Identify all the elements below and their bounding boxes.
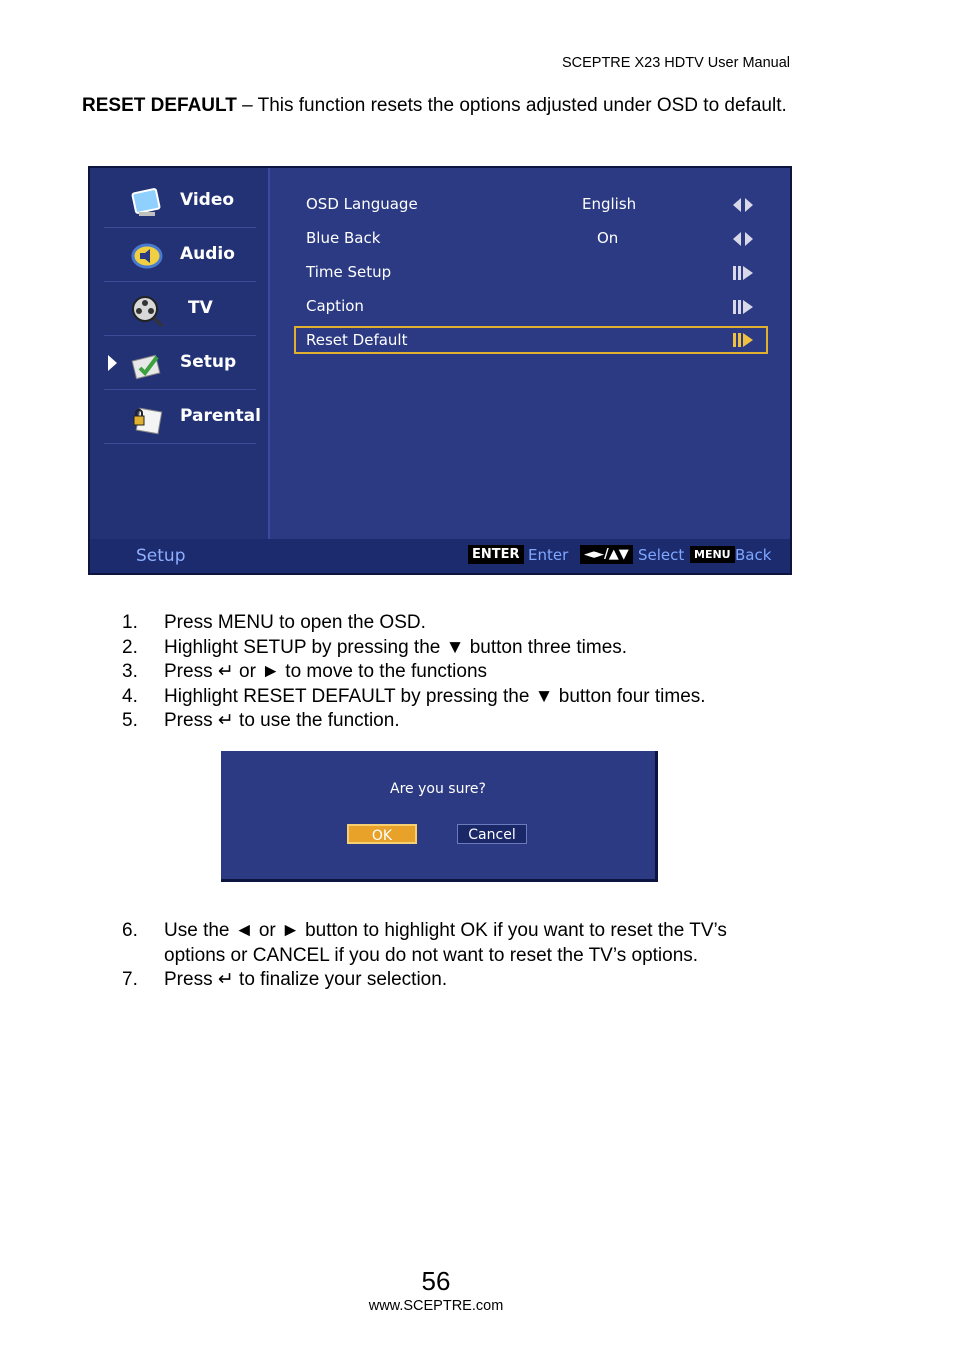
left-right-arrow-icon[interactable] [732, 197, 754, 213]
list-item: 7. Press ↵ to finalize your selection. [122, 969, 448, 990]
osd-row-time-setup[interactable] [306, 260, 766, 286]
nav-item-setup[interactable] [104, 338, 256, 390]
cancel-button[interactable]: Cancel [457, 824, 527, 844]
manual-header: SCEPTRE X23 HDTV User Manual [561, 55, 790, 71]
nav-label: Parental [180, 406, 261, 426]
list-item: 6. Use the ◄ or ► button to highlight OK if you want to reset the TV’s options or CANCEL if you do not want to reset the TV’s options. [122, 920, 727, 966]
list-item: 2. Highlight SETUP by pressing the ▼ button three times. [122, 636, 628, 658]
enter-arrow-icon[interactable] [732, 299, 754, 315]
intro-term: RESET DEFAULT [82, 95, 237, 116]
tv-icon [130, 294, 164, 328]
list-item: 4. Highlight RESET DEFAULT by pressing the ▼ button four times. [122, 685, 706, 707]
nav-label: Audio [180, 244, 235, 264]
osd-footer-title: Setup [136, 546, 186, 566]
page-number: 56 [421, 1266, 451, 1296]
list-item: 1. Press MENU to open the OSD. [122, 612, 426, 633]
select-key-label: Select [638, 546, 685, 564]
nav-label: TV [188, 298, 213, 318]
enter-key-badge: ENTER [468, 545, 524, 564]
nav-item-parental[interactable] [104, 392, 261, 444]
osd-row-caption[interactable] [306, 294, 766, 320]
back-key-label: Back [735, 546, 772, 564]
confirm-dialog [221, 751, 658, 882]
row-label: Blue Back [306, 229, 381, 247]
osd-nav-panel [90, 168, 270, 542]
enter-arrow-icon[interactable] [732, 332, 754, 348]
enter-key-label: Enter [528, 546, 569, 564]
osd-row-reset-default[interactable] [294, 326, 768, 354]
menu-key-badge: MENU [690, 546, 735, 563]
list-item: 3. Press ↵ or ► to move to the functions [122, 661, 488, 682]
dialog-question: Are you sure? [390, 781, 486, 797]
ok-button[interactable]: OK [347, 824, 417, 844]
nav-item-audio[interactable] [104, 230, 256, 282]
intro-text: – This function resets the options adjusted under OSD to default. [236, 95, 787, 116]
intro-paragraph [82, 94, 802, 117]
nav-label: Setup [180, 352, 237, 372]
nav-item-video[interactable] [104, 176, 256, 228]
parental-icon [130, 402, 164, 436]
steps-list-a [122, 611, 706, 734]
website-link[interactable]: www.SCEPTRE.com [368, 1298, 504, 1314]
osd-row-language[interactable] [306, 192, 766, 218]
row-value: On [597, 229, 619, 247]
row-value: English [582, 195, 637, 213]
audio-icon [130, 240, 164, 274]
steps-list-b [122, 919, 782, 993]
row-label: Time Setup [306, 263, 392, 281]
video-icon [130, 186, 164, 220]
nav-selection-arrow-icon [108, 355, 117, 371]
nav-label: Video [180, 190, 235, 210]
row-label: Caption [306, 297, 364, 315]
list-item: 5. Press ↵ to use the function. [122, 710, 400, 731]
osd-setup-screen [88, 166, 792, 575]
row-label: Reset Default [306, 331, 408, 349]
row-label: OSD Language [306, 195, 418, 213]
nav-item-tv[interactable] [104, 284, 256, 336]
left-right-arrow-icon[interactable] [732, 231, 754, 247]
setup-icon [130, 348, 164, 382]
osd-footer-bar [90, 539, 790, 573]
osd-row-blue-back[interactable] [306, 226, 766, 252]
select-key-badge: ◄►/▲▼ [580, 545, 633, 564]
enter-arrow-icon[interactable] [732, 265, 754, 281]
